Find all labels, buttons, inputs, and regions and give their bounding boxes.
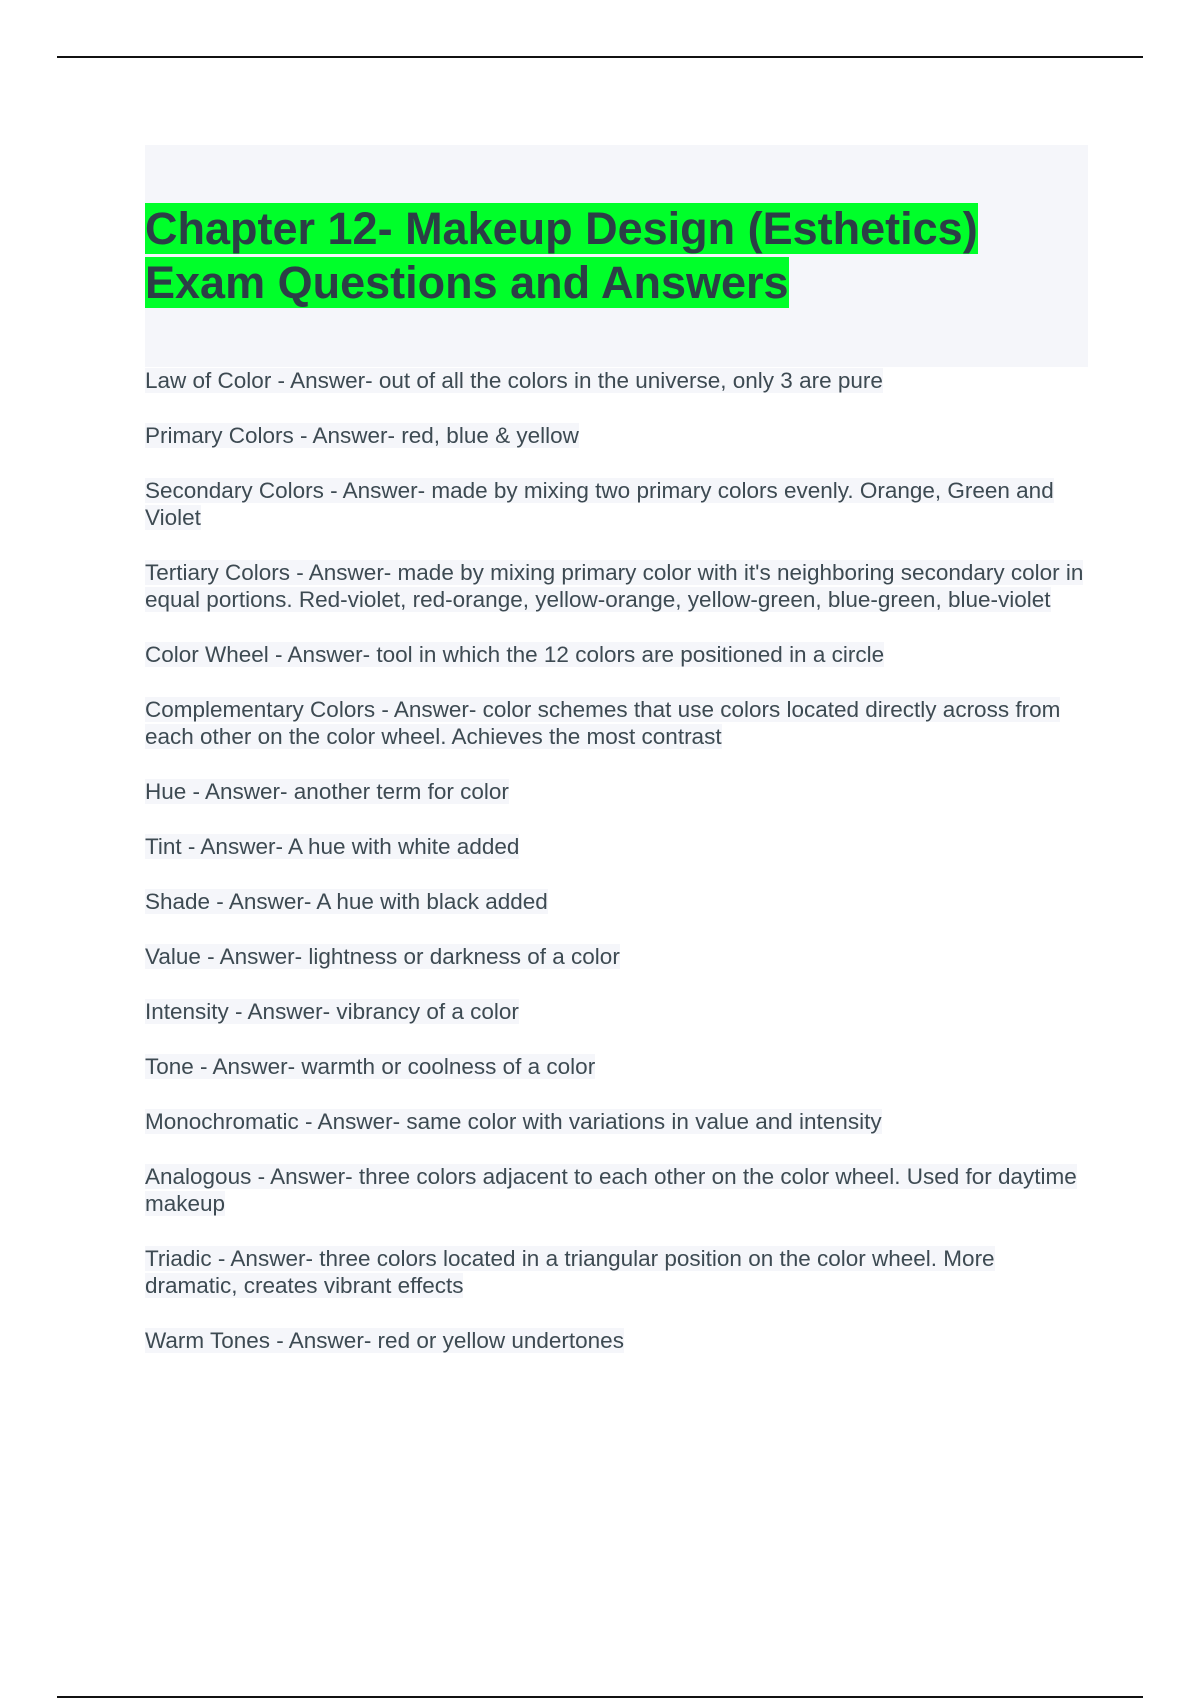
qa-entry-text: Primary Colors - Answer- red, blue & yellow — [145, 423, 579, 448]
qa-entry-text: Triadic - Answer- three colors located in a triangular position on the color wheel. More dramatic, creates vibrant effects — [145, 1246, 995, 1298]
qa-entry — [145, 559, 1090, 613]
title-line-1: Chapter 12- Makeup Design (Esthetics) — [145, 203, 978, 254]
qa-entry — [145, 778, 1090, 805]
qa-entry — [145, 367, 1090, 394]
qa-entry — [145, 641, 1090, 668]
qa-entry-text: Tertiary Colors - Answer- made by mixing primary color with it's neighboring secondary color in equal portions. Red-violet, red-orange, yellow-orange, yellow-green, blue-green, blue-violet — [145, 560, 1084, 612]
qa-entry-text: Warm Tones - Answer- red or yellow undertones — [145, 1328, 624, 1353]
qa-entry-text: Tone - Answer- warmth or coolness of a color — [145, 1054, 596, 1079]
qa-list — [145, 367, 1090, 1382]
bottom-rule — [57, 1696, 1143, 1698]
qa-entry — [145, 696, 1090, 750]
qa-entry — [145, 998, 1090, 1025]
qa-entry — [145, 888, 1090, 915]
qa-entry — [145, 943, 1090, 970]
qa-entry — [145, 1053, 1090, 1080]
qa-entry-text: Value - Answer- lightness or darkness of a color — [145, 944, 620, 969]
qa-entry — [145, 477, 1090, 531]
qa-entry-text: Monochromatic - Answer- same color with variations in value and intensity — [145, 1109, 882, 1134]
qa-entry-text: Secondary Colors - Answer- made by mixing two primary colors evenly. Orange, Green and Violet — [145, 478, 1054, 530]
qa-entry-text: Tint - Answer- A hue with white added — [145, 834, 520, 859]
qa-entry-text: Analogous - Answer- three colors adjacent to each other on the color wheel. Used for daytime makeup — [145, 1164, 1077, 1216]
qa-entry-text: Hue - Answer- another term for color — [145, 779, 509, 804]
qa-entry — [145, 1108, 1090, 1135]
qa-entry-text: Complementary Colors - Answer- color schemes that use colors located directly across from each other on the color wheel. Achieves the most contrast — [145, 697, 1061, 749]
page-title — [145, 202, 1088, 310]
qa-entry — [145, 1163, 1090, 1217]
top-rule — [57, 56, 1143, 58]
title-line-2: Exam Questions and Answers — [145, 257, 789, 308]
qa-entry — [145, 833, 1090, 860]
qa-entry — [145, 422, 1090, 449]
qa-entry — [145, 1327, 1090, 1354]
qa-entry-text: Intensity - Answer- vibrancy of a color — [145, 999, 519, 1024]
qa-entry-text: Law of Color - Answer- out of all the colors in the universe, only 3 are pure — [145, 368, 883, 393]
qa-entry — [145, 1245, 1090, 1299]
qa-entry-text: Shade - Answer- A hue with black added — [145, 889, 548, 914]
qa-entry-text: Color Wheel - Answer- tool in which the 12 colors are positioned in a circle — [145, 642, 885, 667]
